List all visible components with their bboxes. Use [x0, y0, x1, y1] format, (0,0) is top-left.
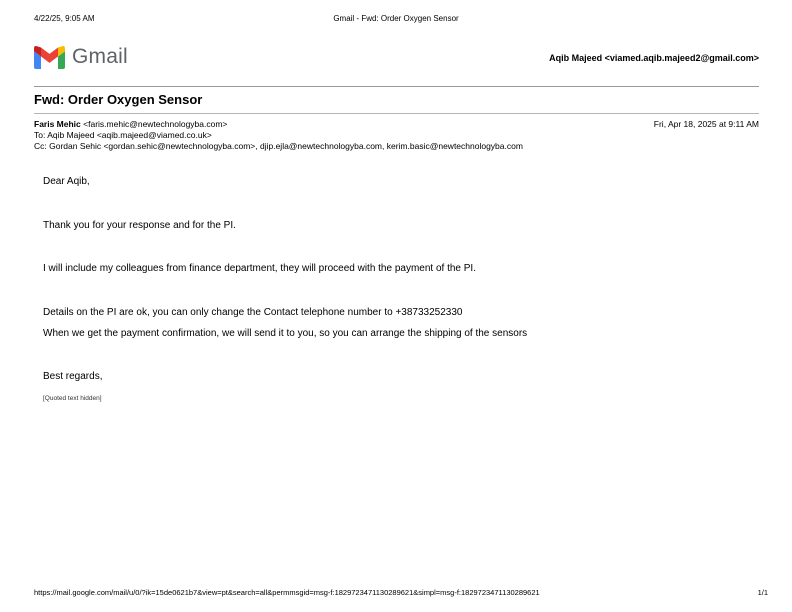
- body-paragraph-details: Details on the PI are ok, you can only change the Contact telephone number to +38733252330: [43, 307, 463, 318]
- cc-line: Cc: Gordan Sehic <gordan.sehic@newtechnologyba.com>, djip.ejla@newtechnologyba.com, kerim.basic@newtechnologyba.com: [34, 141, 523, 151]
- gmail-m-icon: [34, 45, 65, 69]
- print-footer: [34, 588, 768, 598]
- body-paragraph-signoff: Best regards,: [43, 371, 103, 382]
- print-header: [34, 14, 758, 26]
- gmail-wordmark: Gmail: [72, 45, 128, 68]
- gmail-logo: [34, 44, 128, 70]
- quoted-text-toggle[interactable]: [Quoted text hidden]: [43, 395, 102, 402]
- print-datetime: 4/22/25, 9:05 AM: [34, 14, 95, 23]
- sender-name: Faris Mehic: [34, 119, 81, 129]
- recipient-line: To: Aqib Majeed <aqib.majeed@viamed.co.uk>: [34, 130, 212, 140]
- body-paragraph-thanks: Thank you for your response and for the PI.: [43, 220, 236, 231]
- sender-email: <faris.mehic@newtechnologyba.com>: [83, 119, 228, 129]
- email-subject: Fwd: Order Oxygen Sensor: [34, 92, 203, 107]
- body-paragraph-confirmation: When we get the payment confirmation, we will send it to you, so you can arrange the shipping of the sensors: [43, 328, 528, 339]
- body-paragraph-finance: I will include my colleagues from finance department, they will proceed with the payment of the PI.: [43, 263, 476, 274]
- account-address: Aqib Majeed <viamed.aqib.majeed2@gmail.com>: [549, 53, 759, 63]
- print-title: Gmail - Fwd: Order Oxygen Sensor: [333, 14, 459, 23]
- footer-url: https://mail.google.com/mail/u/0/?ik=15de0621b7&view=pt&search=all&permmsgid=msg-f:1829723471130289621&simpl=msg-f:1829723471130289621: [34, 588, 540, 597]
- message-date: Fri, Apr 18, 2025 at 9:11 AM: [653, 119, 759, 129]
- subject-divider: [34, 113, 759, 114]
- header-divider: [34, 86, 759, 87]
- body-paragraph-greeting: Dear Aqib,: [43, 176, 90, 187]
- sender-line: [34, 119, 759, 130]
- page-number: 1/1: [757, 588, 768, 597]
